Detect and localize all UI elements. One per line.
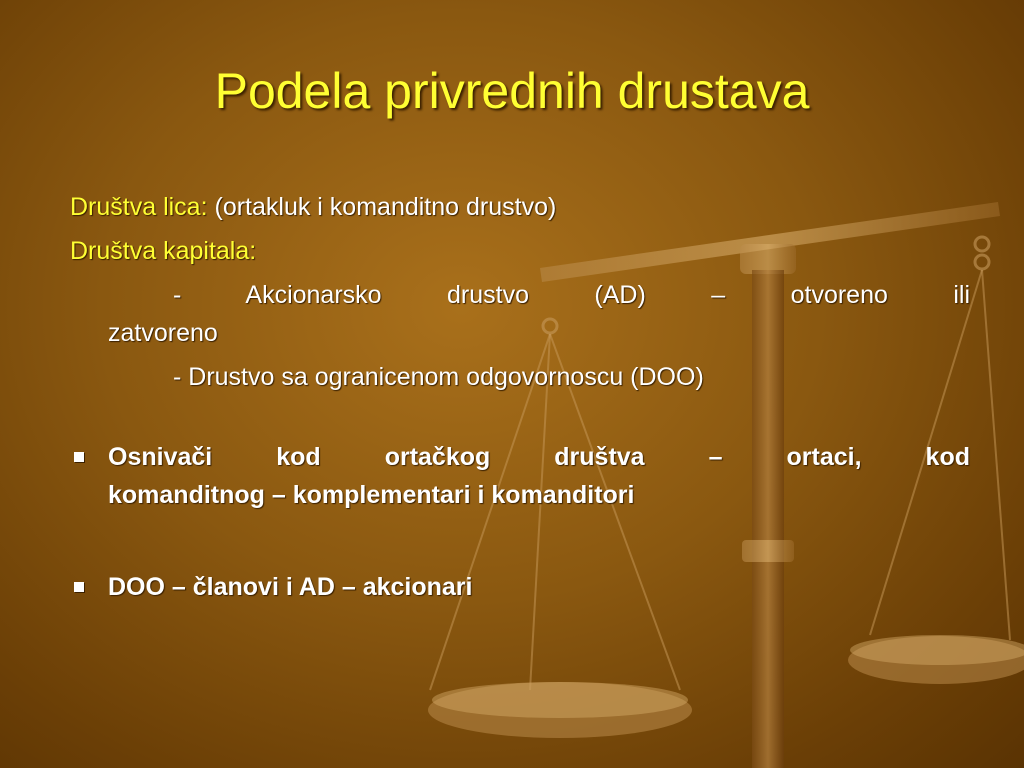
text-akcionarsko-drustvo-2: zatvoreno [108,319,218,347]
bullet-doo-ad-text: DOO – članovi i AD – akcionari [108,573,473,601]
line-drustva-lica [70,188,970,226]
bullet-doo-ad [70,568,970,606]
bullet-osnivaci [70,438,970,514]
bullet-osnivaci-line1: Osnivači kod ortačkog društva – ortaci, kod [108,443,970,471]
bullet-square-icon [74,582,84,592]
line-drustva-kapitala [70,232,970,270]
label-drustva-kapitala: Društva kapitala: [70,237,257,265]
line-akcionarsko-drustvo [70,276,970,352]
label-drustva-lica: Društva lica: [70,193,208,221]
slide-title: Podela privrednih drustava [214,63,810,119]
bullet-square-icon [74,452,84,462]
line-doo-definition: - Drustvo sa ogranicenom odgovornoscu (DOO) [173,363,704,391]
text-akcionarsko-drustvo-1: - Akcionarsko drustvo (AD) – otvoreno ili [173,281,970,309]
text-drustva-lica: (ortakluk i komanditno drustvo) [214,193,557,221]
bullet-osnivaci-line2: komanditnog – komplementari i komanditori [108,481,635,509]
slide-body [70,188,970,606]
